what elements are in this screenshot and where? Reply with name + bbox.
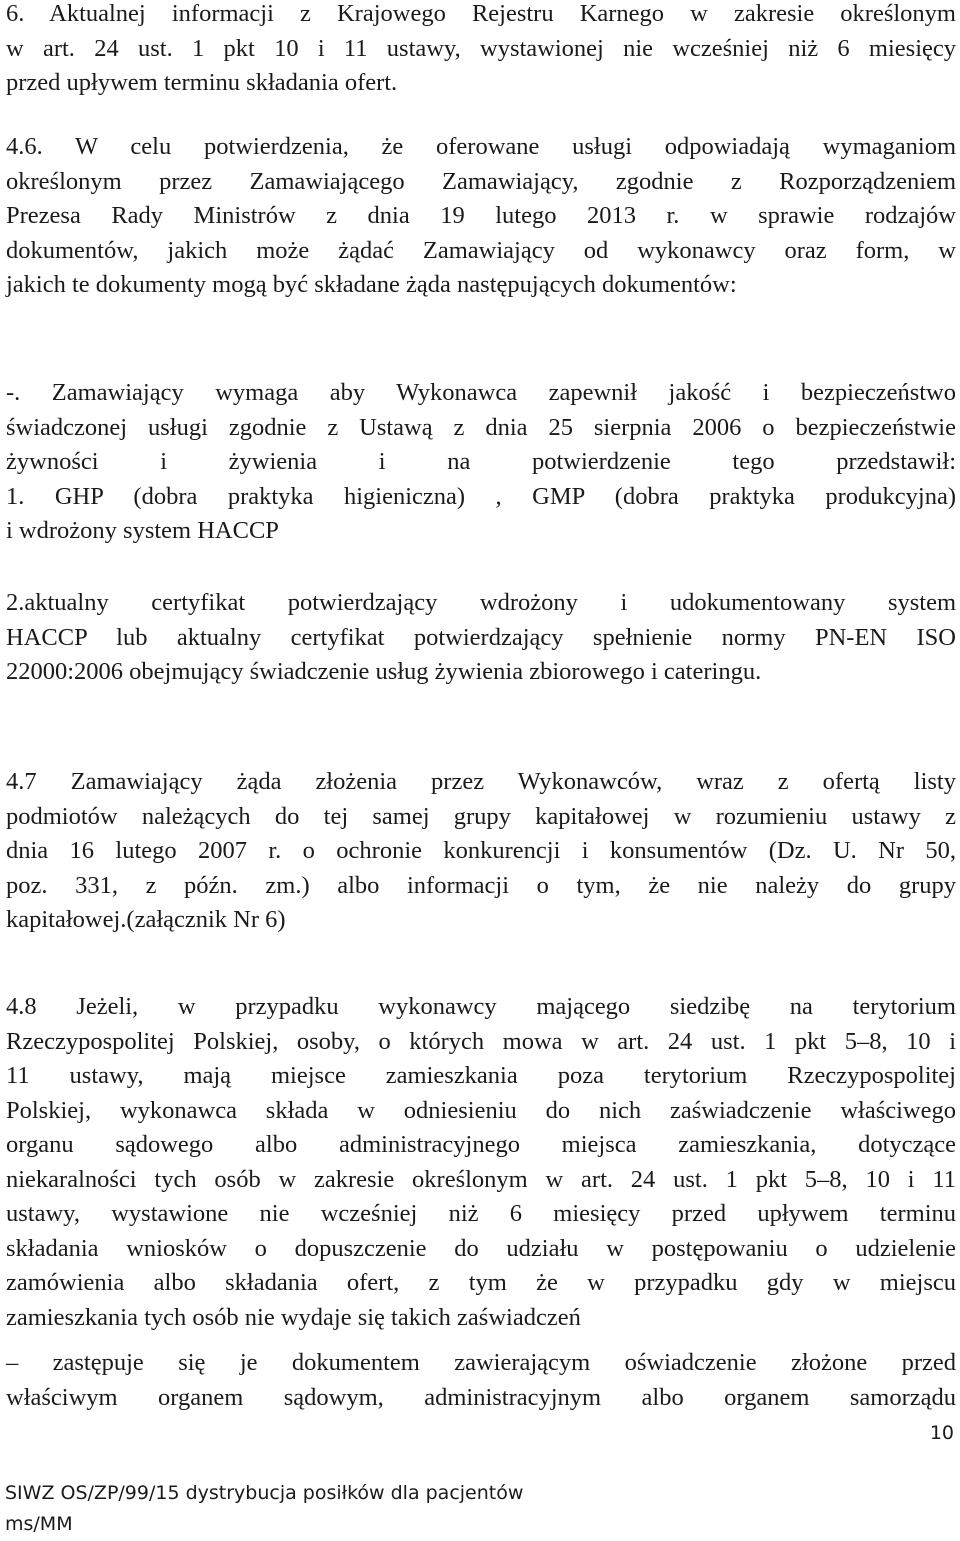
page-number: 10 <box>929 1422 954 1444</box>
text-line: ustawy, wystawione nie wcześniej niż 6 miesięcy przed upływem terminu <box>6 1200 956 1227</box>
text-line: 22000:2006 obejmujący świadczenie usług żywienia zbiorowego i cateringu. <box>6 658 762 685</box>
footer-initials: ms/MM <box>5 1513 73 1535</box>
text-line: zamieszkania tych osób nie wydaje się takich zaświadczeń <box>6 1303 581 1331</box>
paragraph-certificate <box>6 586 956 690</box>
text-line: niekaralności tych osób w zakresie określonym w art. 24 ust. 1 pkt 5–8, 10 i 11 <box>6 1165 956 1193</box>
text-line: Polskiej, wykonawca składa w odniesieniu do nich zaświadczenie właściwego <box>6 1096 956 1124</box>
text-line: podmiotów należących do tej samej grupy kapitałowej w rozumieniu ustawy z <box>6 802 956 830</box>
text-line: żywności i żywienia i na potwierdzenie tego przedstawił: <box>6 448 956 475</box>
text-line: -. Zamawiający wymaga aby Wykonawca zapewnił jakość i bezpieczeństwo <box>6 379 956 406</box>
text-line: dokumentów, jakich może żądać Zamawiający od wykonawcy oraz form, w <box>6 236 956 264</box>
text-line: określonym przez Zamawiającego Zamawiający, zgodnie z Rozporządzeniem <box>6 167 956 195</box>
paragraph-replacement-statement <box>6 1346 956 1415</box>
text-line: świadczonej usługi zgodnie z Ustawą z dnia 25 sierpnia 2006 o bezpieczeństwie <box>6 413 956 441</box>
text-line: składania wniosków o dopuszczenie do udziału w postępowaniu o udzielenie <box>6 1234 956 1262</box>
page-footer <box>5 1478 523 1540</box>
text-line: Prezesa Rady Ministrów z dnia 19 lutego 2013 r. w sprawie rodzajów <box>6 202 956 229</box>
text-line: Rzeczypospolitej Polskiej, osoby, o których mowa w art. 24 ust. 1 pkt 5–8, 10 i <box>6 1027 956 1055</box>
text-line: 4.7 Zamawiający żąda złożenia przez Wykonawców, wraz z ofertą listy <box>6 768 956 795</box>
footer-document-reference: SIWZ OS/ZP/99/15 dystrybucja posiłków dla pacjentów <box>5 1482 524 1504</box>
text-line: poz. 331, z późn. zm.) albo informacji o tym, że nie należy do grupy <box>6 871 956 899</box>
paragraph-4-6 <box>6 130 956 303</box>
text-line: kapitałowej.(załącznik Nr 6) <box>6 906 286 933</box>
text-line: 11 ustawy, mają miejsce zamieszkania poza terytorium Rzeczypospolitej <box>6 1062 956 1089</box>
text-line: i wdrożony system HACCP <box>6 517 279 544</box>
text-line: w art. 24 ust. 1 pkt 10 i 11 ustawy, wystawionej nie wcześniej niż 6 miesięcy <box>6 34 956 62</box>
paragraph-krk-info <box>6 0 956 101</box>
text-line: przed upływem terminu składania ofert. <box>6 69 398 96</box>
text-line: właściwym organem sądowym, administracyjnym albo organem samorządu <box>6 1383 956 1411</box>
text-line: 1. GHP (dobra praktyka higieniczna) , GMP (dobra praktyka produkcyjna) <box>6 482 956 510</box>
text-line: 4.8 Jeżeli, w przypadku wykonawcy mającego siedzibę na terytorium <box>6 993 956 1020</box>
text-line: 4.6. W celu potwierdzenia, że oferowane usługi odpowiadają wymaganiom <box>6 133 956 160</box>
paragraph-4-8 <box>6 990 956 1335</box>
text-line: jakich te dokumenty mogą być składane żąda następujących dokumentów: <box>6 271 737 298</box>
text-line: dnia 16 lutego 2007 r. o ochronie konkurencji i konsumentów (Dz. U. Nr 50, <box>6 837 956 864</box>
text-line: 6. Aktualnej informacji z Krajowego Rejestru Karnego w zakresie określonym <box>6 0 956 27</box>
text-line: zamówienia albo składania ofert, z tym że w przypadku gdy w miejscu <box>6 1269 956 1296</box>
text-line: 2.aktualny certyfikat potwierdzający wdrożony i udokumentowany system <box>6 589 956 616</box>
text-line: – zastępuje się je dokumentem zawierającym oświadczenie złożone przed <box>6 1349 956 1376</box>
paragraph-haccp-requirement <box>6 376 956 549</box>
text-line: organu sądowego albo administracyjnego miejsca zamieszkania, dotyczące <box>6 1131 956 1158</box>
paragraph-4-7 <box>6 765 956 938</box>
text-line: HACCP lub aktualny certyfikat potwierdzający spełnienie normy PN-EN ISO <box>6 623 956 651</box>
